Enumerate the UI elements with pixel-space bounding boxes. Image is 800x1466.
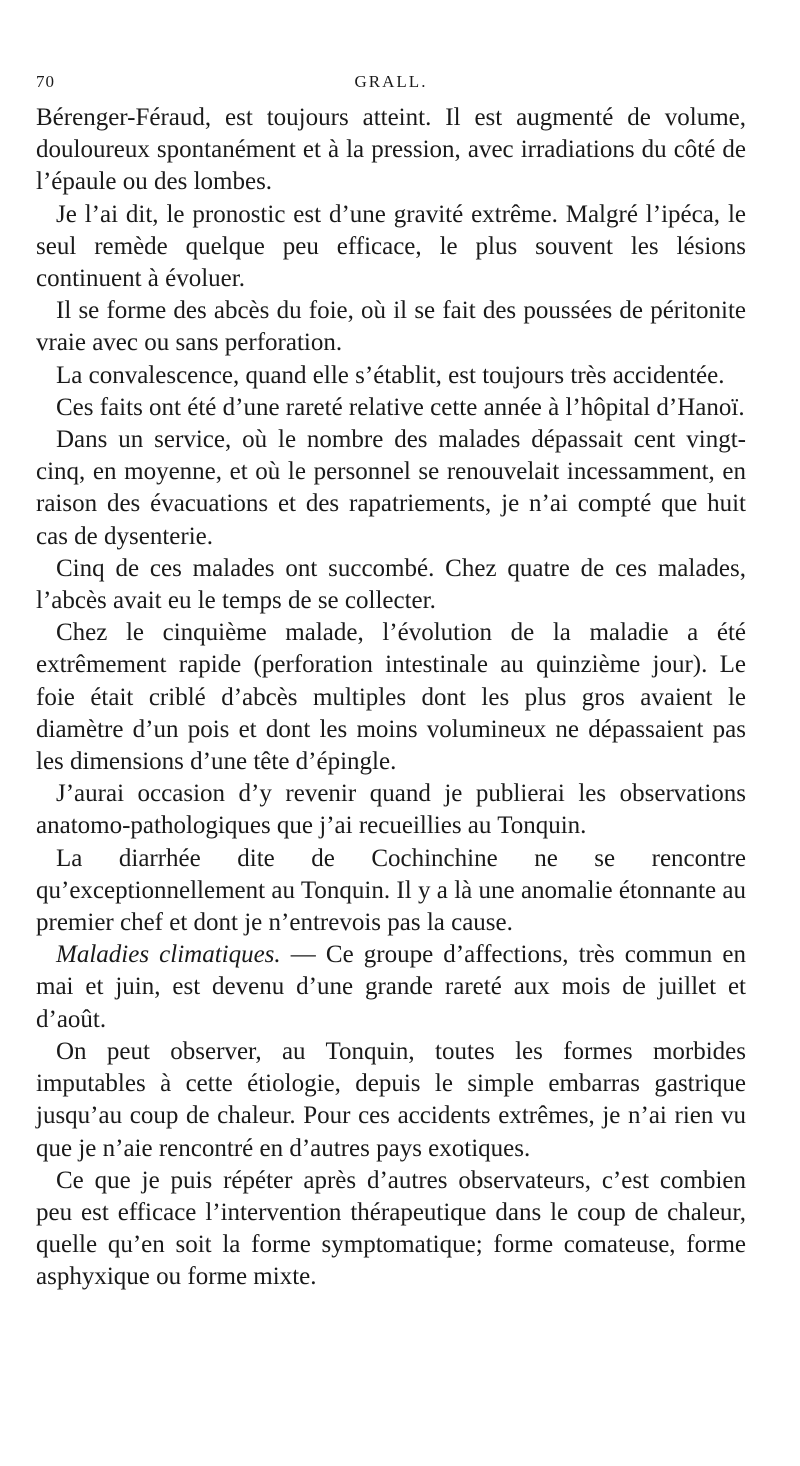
paragraph: La convalescence, quand elle s’établit, est toujours très accidentée. — [56, 361, 725, 389]
paragraph: On peut observer, au Tonquin, toutes les formes morbides imputables à cette étiologie, depuis le simple embarras gastrique jusqu’au coup de chaleur. Pour ces accidents extrêmes, je n’ai rien vu que je n’aie rencontré en d’autres pays exotiques. — [36, 1037, 746, 1162]
book-page — [36, 72, 746, 1294]
page-number: 70 — [36, 72, 55, 91]
paragraph: Chez le cinquième malade, l’évolution de la maladie a été extrêmement rapide (perforation intestinale au quinzième jour). Le foie était criblé d’abcès multiples dont les plus gros avaient le diamètre d’un pois et dont les moins volumineux ne dépassaient pas les dimensions d’une tête d’épingle. — [36, 619, 746, 776]
paragraph: J’aurai occasion d’y revenir quand je publierai les observations anatomo-pathologiques que j’ai recueillies au Tonquin. — [36, 780, 746, 840]
section-heading: Maladies climatiques. — [56, 941, 281, 969]
running-title: GRALL. — [354, 72, 428, 91]
paragraph: Cinq de ces malades ont succombé. Chez quatre de ces malades, l’abcès avait eu le temps de se collecter. — [36, 554, 746, 615]
section-text: — Ce groupe d’affections, très commun en mai et juin, est devenu d’une grande rareté aux mois de juillet et d’août. — [36, 941, 746, 1033]
paragraph: La diarrhée dite de Cochinchine ne se rencontre qu’exceptionnellement au Tonquin. Il y a là une anomalie étonnante au premier chef et dont je n’entrevois pas la cause. — [36, 844, 746, 937]
paragraph: Il se forme des abcès du foie, où il se fait des poussées de péritonite vraie avec ou sans perforation. — [36, 297, 746, 357]
climatic-section-paragraph — [36, 939, 746, 1036]
running-head — [36, 72, 746, 102]
paragraph: Ces faits ont été d’une rareté relative cette année à l’hôpital d’Hanoï. — [56, 393, 745, 421]
body-text — [36, 102, 746, 1294]
paragraph: Dans un service, où le nombre des malades dépassait cent vingt-cinq, en moyenne, et où le personnel se renouvelait incessamment, en raison des évacuations et des rapatriements, je n’ai compté que huit cas de dysenterie. — [36, 426, 746, 550]
paragraph: Ce que je puis répéter après d’autres observateurs, c’est combien peu est efficace l’intervention thérapeutique dans le coup de chaleur, quelle qu’en soit la forme symptomatique; forme comateuse, forme asphyxique ou forme mixte. — [36, 1166, 746, 1291]
paragraph: Je l’ai dit, le pronostic est d’une gravité extrême. Malgré l’ipéca, le seul remède quelque peu efficace, le plus souvent les lésions continuent à évoluer. — [36, 200, 746, 293]
paragraph-continued: Bérenger-Féraud, est toujours atteint. Il est augmenté de volume, douloureux spontanément et à la pression, avec irradiations du côté de l’épaule ou des lombes. — [36, 104, 746, 196]
